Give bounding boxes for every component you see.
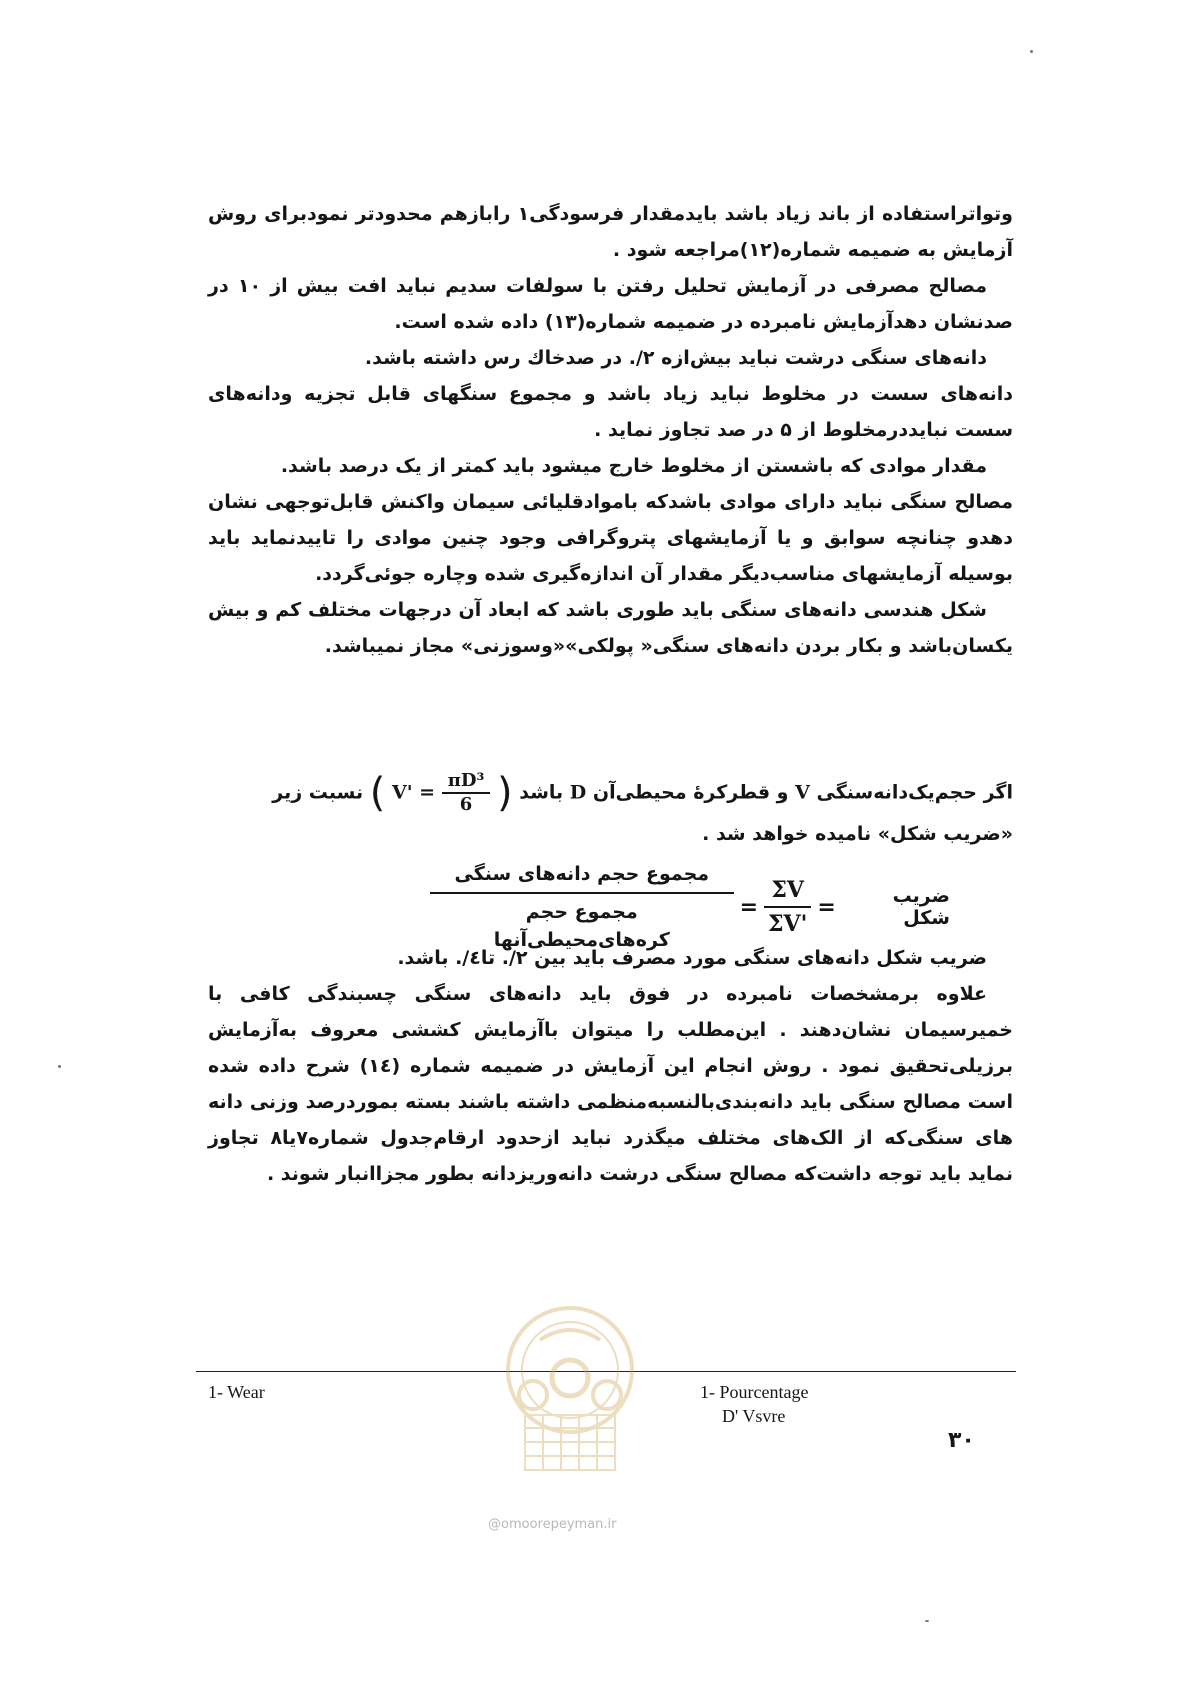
text-denominator: مجموع حجم کره‌های‌محیطی‌آنها — [493, 901, 670, 951]
sigma-numerator: ΣV — [764, 876, 811, 908]
fraction-numerator: πD³ — [442, 770, 491, 794]
scan-speck — [58, 1065, 61, 1068]
sigma-fraction — [764, 876, 811, 938]
open-paren: ( — [497, 770, 513, 816]
definition-baashad: باشد — [519, 781, 564, 804]
closing-text — [208, 940, 1013, 1192]
scan-speck — [925, 1620, 929, 1622]
sphere-volume-formula — [392, 770, 490, 816]
scan-speck — [1030, 50, 1033, 53]
shape-definition-line-2: «ضریب شکل» نامیده خواهد شد . — [702, 823, 1013, 845]
paragraph-3: دانه‌های سنگی درشت نباید بیش‌ازه ۲/. در صدخاك رس داشته باشد. — [364, 347, 987, 369]
body-text — [208, 196, 1013, 664]
formula-lhs: V' = — [391, 781, 436, 804]
footnote-left: 1- Wear — [208, 1382, 265, 1402]
equals-sign-2: = — [739, 894, 758, 920]
footnote-right-line-1: 1- Pourcentage — [700, 1382, 809, 1402]
sphere-volume-fraction — [442, 770, 491, 816]
shape-definition-line-1 — [208, 770, 1013, 816]
paragraph-2: مصالح مصرفی در آزمایش تحلیل رفتن با سولفات سدیم نباید افت بیش از ۱۰ در صدنشان دهدآزمایش نامبرده در ضمیمه شماره(۱۳) داده شده است. — [208, 275, 1013, 333]
shape-factor-label: ضریب شکل — [892, 885, 950, 929]
footnote-right-line-2: D' Vsvre — [722, 1406, 786, 1426]
definition-after: نسبت زیر — [272, 781, 364, 804]
shape-definition-text — [208, 770, 1013, 852]
var-v: V — [795, 781, 810, 804]
watermark-seal-icon — [495, 1300, 645, 1490]
definition-middle: و قطرکرهٔ محیطی‌آن — [592, 781, 789, 804]
page-number: ۳۰ — [948, 1428, 975, 1453]
paragraph-5: مقدار موادی که باشستن از مخلوط خارج میشود باید کمتر از یک درصد باشد. — [280, 455, 987, 477]
fraction-denominator: 6 — [459, 794, 473, 815]
paragraph-6: مصالح سنگی نباید دارای موادی باشدکه باموادقلیائی سیمان واکنش قابل‌توجهی نشان دهدو چنانچه سوابق و یا آزمایشهای پتروگرافی وجود چنین موادی را تاییدنماید باید بوسیله آزمایشهای مناسب‌دیگر مقدار آن اندازه‌گیری شده وچاره جوئی‌گردد. — [208, 491, 1013, 585]
text-numerator: مجموع حجم دانه‌های سنگی — [430, 860, 734, 894]
footnote-right — [700, 1380, 808, 1428]
watermark-url: @omoorepeyman.ir — [488, 1517, 617, 1532]
paragraph-1: وتواتراستفاده از باند زیاد باشد بایدمقدار فرسودگی۱ رابازهم محدودتر نمودبرای روش آزمایش به ضمیمه شماره(۱۲)مراجعه شود . — [208, 203, 1013, 261]
paragraph-4: دانه‌های سست در مخلوط نباید زیاد باشد و مجموع سنگهای قابل تجزیه ودانه‌های سست نبایددرمخلوط از ۵ در صد تجاوز نماید . — [208, 383, 1013, 441]
paragraph-9: علاوه برمشخصات نامبرده در فوق باید دانه‌های سنگی چسبندگی کافی با خمیرسیمان نشان‌دهند . این‌مطلب را میتوان باآزمایش کششی معروف به‌آزمایش برزیلی‌تحقیق نمود . روش انجام این آزمایش در ضمیمه شماره (١٤) شرح داده شده است مصالح سنگی باید دانه‌بندی‌بالنسبه‌منظمی داشته باشند بسته بموردرصد وزنی دانه های سنگی‌که از الک‌های مختلف میگذرد نباید ازحدود ارقام‌جدول شماره۷یا۸ تجاوز نماید باید توجه داشت‌که مصالح سنگی درشت دانه‌وریزدانه بطور مجزاانبار شوند . — [208, 983, 1013, 1185]
equals-sign-1: = — [817, 894, 836, 920]
paragraph-8: ضریب شکل دانه‌های سنگی مورد مصرف باید بین ۲/. تا٤/. باشد. — [397, 947, 987, 969]
sigma-denominator: ΣV' — [768, 911, 808, 937]
var-d: D — [569, 781, 587, 804]
paragraph-7: شکل هندسی دانه‌های سنگی باید طوری باشد که ابعاد آن درجهات مختلف کم و بیش یکسان‌باشد و بکار بردن دانه‌های سنگی« پولکی»«وسوزنی» مجاز نمیباشد. — [208, 599, 1013, 657]
definition-before: اگر حجم‌یک‌دانه‌سنگی — [816, 781, 1013, 804]
close-paren: ) — [369, 770, 386, 816]
